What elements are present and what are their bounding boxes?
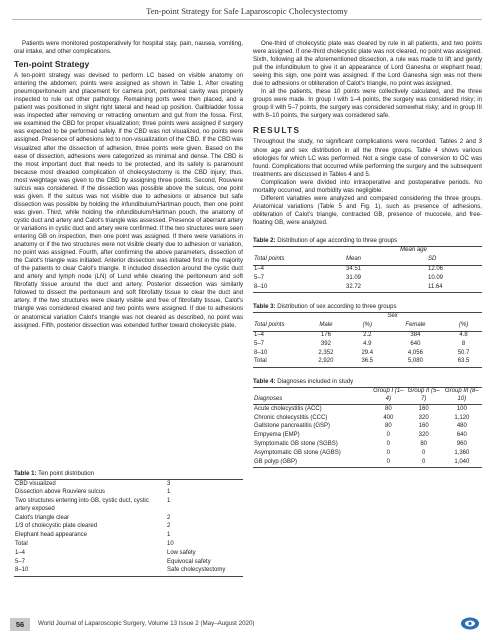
strategy-paragraph: A ten-point strategy was devised to perform LC based on visible anatomy on entering the abdomen; points were assigned as shown in Table 1. After creating pneumoperitoneum and placement for camera port, peritoneal cavity was properly inspected to rule out other pathology. Remaining ports were then placed, and a patient was positioned in slight right lateral and head up position. Gallbladder fossa was inspected after removing or retracting omentum and gut from the fossa. First, we examined the CBD for proper visualization; three points were assigned if surgery was expected to be performed safely. If the CBD was not visualized, no points were assigned. Presence of adhesions led to non-visualization of the CBD. If the CBD was visualized after the dissection of adhesion, three points were given. Based on the ease of dissection, adhesions were categorized as minimal and dense. The CBD is the most important duct that needs to be protected, and its safety is paramount because most dreaded complication of cholecystectomy is the CBD injury; thus, most weightage was given to the CBD by assigning three points. Second, Rouviere sulcus was considered. If the dissection was possible above the sulcus, one point was given. If the sulcus was not visible due to adhesions or absence but safe dissection was possible by holding the infundibulum/Hartman pouch, then one point was given. Third, while holding the infundibulum/Hartman pouch, the anatomy of cystic duct and artery and Calot's triangle was assessed. Presence of aberrant artery or variations in cystic duct and artery were confirmed. If the two structures were seen entering GB on inspection, then one point was assigned. If there were variations in anatomy or if the two structures were not visible clearly due to adhesion or variation, no point was assigned. Fourth, after confirming the above parameters, dissection of the Calot's triangle was initiated. Anterior dissection was initiated first in the majority of the patients to clear Calot's triangle. It included dissection around the cystic duct and artery and lymph node (LN) of Lund while clearing the peritoneum and soft fibrofatty tissue around the duct and artery. Posterior dissection was similarly followed to dissect the peritoneum and soft fibrofatty tissue to clear the duct and artery. If the two structures were clearly visible and free of fibrofatty tissue, Calot's triangle was considered cleared and two points were assigned. If due to adhesions or anatomical variation Calot's triangle was not cleared as described, no point was assigned. Fifth, posterior dissection was extended further toward cholecystic plate. [14, 72, 243, 329]
page-number: 56 [10, 618, 30, 631]
table-2-caption: Table 2: Distribution of age according to three groups [253, 236, 398, 244]
table-row: 1–4 Low safety [15, 549, 196, 556]
table-row: 8–10 2,352 29.4 4,056 50.7 [254, 349, 470, 356]
table-row: Asymptomatic GB stone (AGBS) 0 0 1,360 [254, 449, 470, 456]
table-4-caption: Table 4: Diagnoses included in study [253, 377, 354, 385]
table-row: Gallstone pancreatitis (GSP) 80 160 480 [254, 423, 467, 430]
intro-paragraph: Patients were monitored postoperatively for hospital stay, pain, nausea, vomiting, oral intake, and other complications. [14, 40, 243, 56]
right-paragraph-2: In all the patients, these 10 points were collectively calculated, and the three groups were made. In group I with 1–4 points, the surgery was considered risky; in group II with 5–7 points, the surgery was considered somewhat risky; and in group III with 8–10 points, the surgery was considered safe. [253, 88, 482, 120]
table-row: Acute cholecystitis (ACC) 80 160 100 [254, 405, 467, 412]
table-row: Total 10 [15, 541, 174, 548]
table-2 [253, 246, 482, 293]
right-paragraph-1: One-third of cholecystic plate was cleared by rule in all patients, and two points were assigned. If one-third cholecystic plate was not cleared, no point was assigned. Sixth, following all the aforementioned dissection, a rule was made to lift and gently pull the infundibulum to give it an appearance of Lord Ganesha or elephant head; seeing this sign, one point was assigned. If the Lord Ganesha sign was not there due to adhesions or obliteration of Calot's triangle, no point was assigned. [253, 40, 482, 88]
table-row: Dissection above Rouviere sulcus 1 [15, 489, 171, 496]
publisher-logo-icon [460, 616, 480, 631]
page-footer [0, 613, 494, 635]
table-3 [253, 312, 482, 368]
left-column [14, 40, 243, 330]
table-row: 8–10 32.72 11.64 [253, 283, 482, 292]
table-row: Symptomatic GB stone (SGBS) 0 80 960 [254, 441, 467, 448]
table-row: Chronic cholecystitis (CCC) 400 320 1,120 [254, 414, 470, 421]
results-paragraph-3: Different variables were analyzed and compared considering the three groups. Anatomical variations (Table 5 and Fig. 1), such as presence of adhesions, obliteration of Calot's triangle, contracted GB, presence of mucocele, and free-floating GB, were analyzed. [253, 194, 482, 226]
journal-name: World Journal of Laparoscopic Surgery, Volume 13 Issue 2 (May–August 2020) [38, 620, 255, 627]
table-1-caption: Table 1: Ten point distribution [14, 470, 95, 477]
table-3-caption: Table 3: Distribution of sex according to three groups [253, 302, 397, 310]
table-row: Two structures entering into GB, cystic duct, cystic artery exposed 1 [15, 498, 171, 512]
table-3-super-header: Sex [387, 313, 398, 320]
running-head: Ten-point Strategy for Safe Laparoscopic Cholecystectomy [146, 6, 348, 16]
table-row: 8–10 Safe cholecystectomy [14, 567, 243, 576]
table-header-row: Total points Male (%) Female (%) [253, 322, 482, 331]
table-2-super-header: Mean age [400, 247, 427, 254]
results-paragraph-1: Throughout the study, no significant complications were recorded. Tables 2 and 3 show age and sex distribution in all the three groups. Table 4 shows various etiologies for which LC was performed. Not a single case of conversion to OC was found. Complications that occurred while performing the surgery and the subsequent treatments are discussed in Tables 4 and 5. [253, 138, 482, 178]
table-row: Total 2,920 36.5 5,080 63.5 [253, 358, 482, 367]
results-paragraph-2: Complication were divided into intraoperative and postoperative periods. No mortality occurred, and morbidity was negligible. [253, 178, 482, 194]
table-row: 1/3 of cholecystic plate cleared 2 [15, 523, 171, 530]
table-row: 1–4 34.51 12.06 [254, 266, 444, 273]
table-row: GB polyp (GBP) 0 0 1,040 [253, 458, 482, 467]
table-1 [14, 470, 243, 577]
section-heading-results: RESULTS [253, 126, 301, 136]
table-row: 1–4 176 2.2 384 4.8 [254, 332, 468, 339]
table-row: Elephant head appearance 1 [15, 532, 171, 539]
section-heading-strategy: Ten-point Strategy [14, 59, 90, 70]
right-column [253, 40, 482, 468]
table-row: 5–7 392 4.9 640 8 [254, 340, 466, 347]
table-row: Calot's triangle clear 2 [15, 514, 171, 521]
header-rule [12, 19, 482, 20]
table-row: 5–7 Equivocal safety [15, 558, 211, 565]
table-header-row: Diagnoses Group I (1–4) Group II (5–7) Group III (8–10) [253, 387, 482, 405]
table-row: 5–7 31.09 10.09 [254, 274, 444, 281]
table-4 [253, 387, 482, 468]
table-header-row: Total points Mean SD [253, 256, 482, 265]
table-row: Empyema (EMP) 0 320 640 [254, 432, 467, 439]
table-row: CBD visualized 3 [14, 480, 243, 489]
